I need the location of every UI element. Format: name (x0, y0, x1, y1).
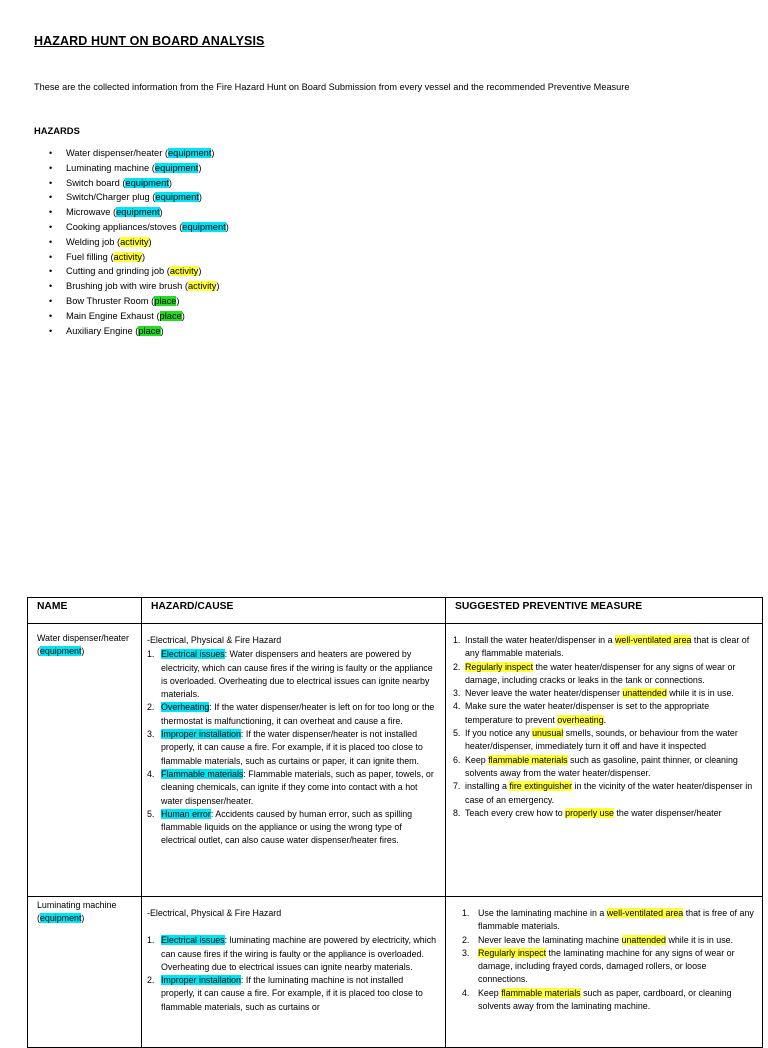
hazard-item: • Auxiliary Engine (place) (49, 325, 164, 336)
tag-place: place (154, 295, 177, 306)
hazard-analysis-table (27, 597, 763, 1048)
hazard-item: • Microwave (equipment) (49, 207, 163, 218)
tag-activity: activity (120, 236, 149, 247)
row-name-cell: Water dispenser/heater (equipment) (28, 624, 142, 897)
list-item: 2. Overheating: If the water dispenser/heater is left on for too long or the thermostat is malfunctioning, it can overheat and cause a fire. (147, 702, 435, 726)
tag-activity: activity (187, 281, 217, 292)
list-item: 2. Improper installation: If the luminating machine is not installed properly, it can cause a fire. For example, if it is placed too close to flammable materials, such as curtains or (147, 975, 423, 1012)
hazard-item: • Main Engine Exhaust (place) (49, 310, 185, 321)
hazard-item: • Welding job (activity) (49, 236, 152, 247)
list-item: 5. If you notice any unusual smells, sounds, or behaviour from the water heater/dispenser, immediately turn it off and have it inspected (453, 728, 738, 752)
list-item: 6. Keep flammable materials such as gasoline, paint thinner, or cleaning solvents away from the water heater/dispenser. (453, 754, 738, 778)
intro-paragraph: These are the collected information from the Fire Hazard Hunt on Board Submission from every vessel and the recommended Preventive Measure (34, 82, 630, 92)
hazard-item: • Switch board (equipment) (49, 177, 172, 188)
tag-activity: activity (113, 251, 142, 262)
list-item: 3. Never leave the water heater/dispenser unattended while it is in use. (453, 688, 734, 699)
preventive-measure-cell (446, 624, 763, 897)
list-item: 4. Make sure the water heater/dispenser is set to the appropriate temperature to prevent overheating. (453, 701, 710, 725)
document-title: HAZARD HUNT ON BOARD ANALYSIS (34, 34, 265, 48)
list-item: 2. Never leave the laminating machine unattended while it is in use. (462, 934, 734, 945)
hazard-item: • Luminating machine (equipment) (49, 162, 202, 173)
measure-list (453, 634, 754, 820)
hazard-cause-cell (142, 624, 446, 897)
hazard-item: • Cooking appliances/stoves (equipment) (49, 221, 229, 232)
hazard-category: -Electrical, Physical & Fire Hazard (147, 635, 282, 645)
list-item: 2. Regularly inspect the water heater/dispenser for any signs of wear or damage, including cracks or leaks in the tank or connections. (453, 661, 736, 685)
list-item: 1. Install the water heater/dispenser in a well-ventilated area that is clear of any flammable materials. (453, 635, 750, 659)
list-item: 5. Human error: Accidents caused by human error, such as spilling flammable liquids on the appliance or using the wrong type of electrical outlet, can also cause water dispenser/heater fires. (147, 808, 413, 846)
list-item: 4. Keep flammable materials such as paper, cardboard, or cleaning solvents away from the laminating machine. (462, 987, 732, 1012)
tag-equipment: equipment (154, 162, 199, 173)
tag-activity: activity (169, 266, 199, 277)
tag-equipment: equipment (167, 148, 212, 158)
header-preventive-measure: SUGGESTED PREVENTIVE MEASURE (446, 598, 763, 624)
list-item: 1. Use the laminating machine in a well-ventilated area that is free of any flammable materials. (462, 908, 754, 932)
hazard-item: • Switch/Charger plug (equipment) (49, 192, 202, 203)
list-item: 4. Flammable materials: Flammable materials, such as paper, towels, or cleaning chemicals, can ignite if they come into contact with a hot water dispenser/heater. (147, 768, 434, 806)
list-item: 1. Electrical issues: Water dispensers and heaters are powered by electricity, which can cause fires if the wiring is faulty or the appliance is overloaded. Overheating due to electrical issues can ignite nearby materials. (147, 649, 433, 700)
tag-equipment: equipment (116, 207, 160, 218)
hazards-heading: HAZARDS (34, 125, 80, 136)
tag-place: place (138, 325, 161, 336)
row-name-cell: Luminating machine (equipment) (28, 897, 142, 1048)
hazard-category: -Electrical, Physical & Fire Hazard (147, 908, 282, 918)
preventive-measure-cell (446, 897, 763, 1048)
tag-equipment: equipment (39, 646, 82, 656)
table-row (28, 897, 763, 1048)
list-item: 1. Electrical issues: luminating machine are powered by electricity, which can cause fires if the wiring is faulty or the appliance is overloaded. Overheating due to electrical issues can ignite nearby materials. (147, 935, 437, 972)
list-item: 3. Improper installation: If the water dispenser/heater is not installed properly, it can cause a fire. For example, if it is placed too close to flammable materials, such as curtains or paper, it can ignite them. (147, 729, 423, 766)
tag-place: place (159, 310, 182, 321)
tag-equipment: equipment (182, 221, 226, 232)
hazard-item: • Brushing job with wire brush (activity) (49, 281, 220, 292)
hazard-item: • Fuel filling (activity) (49, 251, 146, 262)
tag-equipment: equipment (125, 177, 169, 188)
tag-equipment: equipment (155, 192, 199, 203)
hazard-cause-cell (142, 897, 446, 1048)
tag-equipment: equipment (39, 913, 82, 923)
cause-list (147, 934, 439, 1014)
header-hazard-cause: HAZARD/CAUSE (142, 598, 446, 624)
header-name: NAME (28, 598, 142, 624)
table-header-row (28, 598, 763, 624)
table-row (28, 624, 763, 897)
cause-list (147, 648, 439, 847)
hazards-list (34, 147, 229, 339)
hazard-item: • Water dispenser/heater (equipment) (49, 148, 215, 158)
measure-list (462, 907, 754, 1013)
hazard-item: • Cutting and grinding job (activity) (49, 266, 202, 277)
list-item: 7. installing a fire extinguisher in the vicinity of the water heater/dispenser in case of an emergency. (453, 781, 753, 805)
list-item: 8. Teach every crew how to properly use the water dispenser/heater (453, 807, 722, 818)
list-item: 3. Regularly inspect the laminating machine for any signs of wear or damage, including frayed cords, damaged rollers, or loose connections. (462, 947, 735, 985)
hazard-item: • Bow Thruster Room (place) (49, 295, 180, 306)
